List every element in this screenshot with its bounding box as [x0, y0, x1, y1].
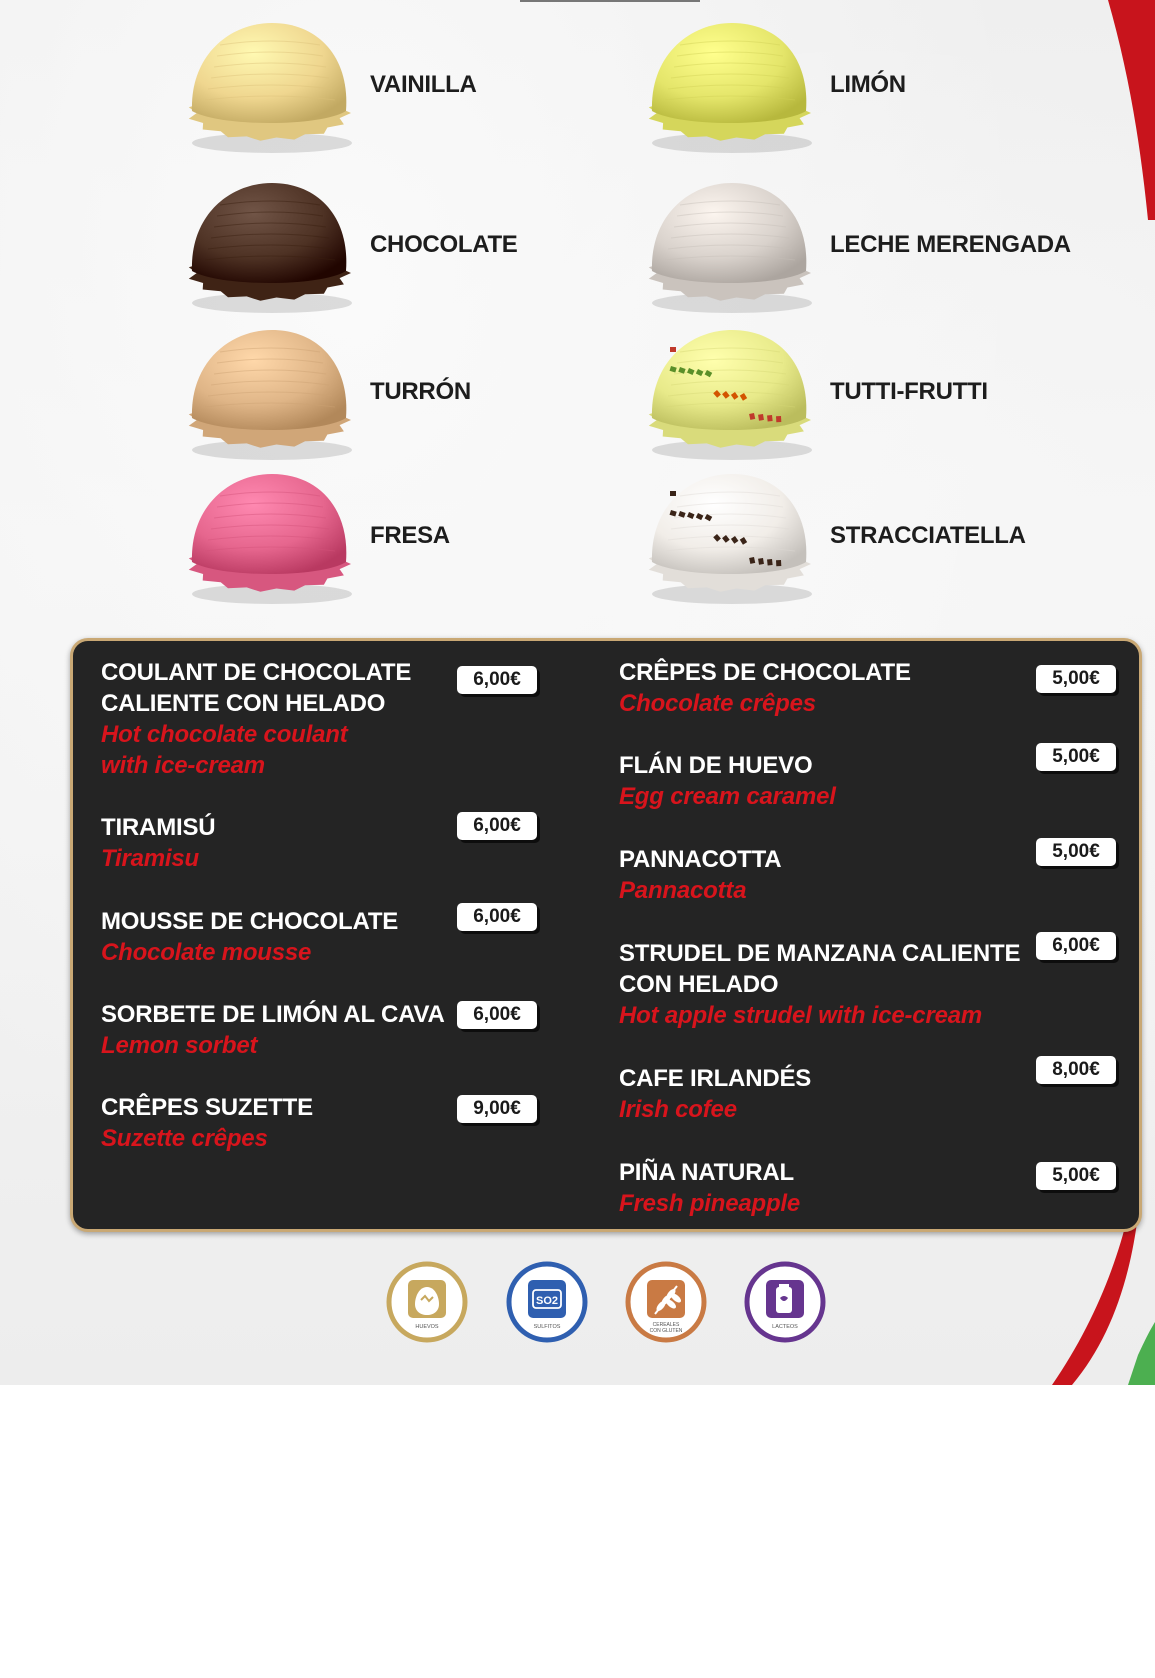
dessert-item: [619, 844, 781, 906]
price-badge: 5,00€: [1036, 743, 1116, 771]
flavor-name: TURRÓN: [370, 378, 471, 405]
allergen-lacteos: [743, 1260, 827, 1344]
flavor-fresa: [180, 466, 450, 606]
flavor-turron: [180, 322, 471, 462]
dessert-name: CON HELADO: [619, 971, 779, 998]
dessert-item: [101, 657, 411, 781]
flavor-vainilla: [180, 15, 476, 155]
dessert-english-name: Hot apple strudel with ice-cream: [619, 1002, 983, 1029]
dessert-item: [101, 812, 215, 874]
dessert-item: [619, 750, 836, 812]
allergen-cereales-con-gluten: [624, 1260, 708, 1344]
scoop-chocolate-image: [180, 175, 358, 315]
dessert-item: [619, 1063, 811, 1125]
flavor-chocolate: [180, 175, 518, 315]
dessert-name: FLÁN DE HUEVO: [619, 752, 813, 779]
allergen-label: LACTEOS: [772, 1324, 798, 1330]
flavor-stracciatella: [640, 466, 1026, 606]
scoop-leche-merengada-image: [640, 175, 818, 315]
price-badge: 8,00€: [1036, 1056, 1116, 1084]
dessert-name: PANNACOTTA: [619, 846, 782, 873]
scoop-turron-image: [180, 322, 358, 462]
dessert-name: PIÑA NATURAL: [619, 1159, 794, 1186]
dessert-item: [619, 938, 1020, 1031]
dessert-english-name: Pannacotta: [619, 877, 747, 904]
allergen-label: SULFITOS: [533, 1324, 561, 1330]
dessert-english-name: Egg cream caramel: [619, 783, 836, 810]
flavor-name: LECHE MERENGADA: [830, 231, 1071, 258]
dessert-name: STRUDEL DE MANZANA CALIENTE: [619, 940, 1021, 967]
dessert-item: [619, 657, 911, 719]
scoop-tutti-frutti-image: [640, 322, 818, 462]
flavor-name: STRACCIATELLA: [830, 522, 1026, 549]
price-badge: 9,00€: [457, 1095, 537, 1123]
allergen-huevos: [385, 1260, 469, 1344]
dessert-english-name: with ice-cream: [101, 752, 265, 779]
flavor-name: FRESA: [370, 522, 450, 549]
dessert-name: CRÊPES SUZETTE: [101, 1094, 313, 1121]
allergen-label: CEREALES: [652, 1322, 680, 1328]
dessert-item: [101, 906, 398, 968]
price-badge: 6,00€: [457, 1001, 537, 1029]
dessert-english-name: Irish cofee: [619, 1096, 737, 1123]
price-badge: 6,00€: [1036, 932, 1116, 960]
allergen-sulfitos: [505, 1260, 589, 1344]
price-badge: 6,00€: [457, 903, 537, 931]
dessert-english-name: Chocolate mousse: [101, 939, 312, 966]
flavor-tutti-frutti: [640, 322, 988, 462]
scoop-fresa-image: [180, 466, 358, 606]
scoop-vainilla-image: [180, 15, 358, 155]
scoop-stracciatella-image: [640, 466, 818, 606]
dessert-name: CALIENTE CON HELADO: [101, 690, 386, 717]
allergen-label: CON GLUTEN: [649, 1328, 683, 1334]
wheat-icon: [624, 1260, 708, 1344]
dessert-item: [101, 1092, 313, 1154]
dessert-english-name: Hot chocolate coulant: [101, 721, 348, 748]
price-badge: 6,00€: [457, 666, 537, 694]
flavor-name: VAINILLA: [370, 71, 477, 98]
dessert-english-name: Lemon sorbet: [101, 1032, 258, 1059]
dessert-name: SORBETE DE LIMÓN AL CAVA: [101, 1001, 445, 1028]
dessert-name: MOUSSE DE CHOCOLATE: [101, 908, 399, 935]
top-tab-decoration: [520, 0, 700, 2]
dessert-name: CAFE IRLANDÉS: [619, 1065, 812, 1092]
dessert-english-name: Chocolate crêpes: [619, 690, 816, 717]
flavor-name: TUTTI-FRUTTI: [830, 378, 988, 405]
so2-icon: [505, 1260, 589, 1344]
price-badge: 5,00€: [1036, 1162, 1116, 1190]
flavor-leche-merengada: [640, 175, 1071, 315]
scoop-limon-image: [640, 15, 818, 155]
price-badge: 5,00€: [1036, 665, 1116, 693]
so2-symbol: SO2: [535, 1295, 559, 1307]
milk-icon: [743, 1260, 827, 1344]
price-badge: 5,00€: [1036, 838, 1116, 866]
dessert-item: [101, 999, 445, 1061]
dessert-name: TIRAMISÚ: [101, 814, 216, 841]
price-badge: 6,00€: [457, 812, 537, 840]
desserts-panel: [70, 638, 1142, 1232]
dessert-name: CRÊPES DE CHOCOLATE: [619, 659, 911, 686]
flavor-name: LIMÓN: [830, 71, 906, 98]
allergen-label: HUEVOS: [415, 1324, 439, 1330]
dessert-item: [619, 1157, 800, 1219]
egg-icon: [385, 1260, 469, 1344]
dessert-name: COULANT DE CHOCOLATE: [101, 659, 412, 686]
dessert-english-name: Suzette crêpes: [101, 1125, 268, 1152]
dessert-english-name: Tiramisu: [101, 845, 199, 872]
flavor-name: CHOCOLATE: [370, 231, 518, 258]
flavor-limon: [640, 15, 906, 155]
dessert-english-name: Fresh pineapple: [619, 1190, 801, 1217]
